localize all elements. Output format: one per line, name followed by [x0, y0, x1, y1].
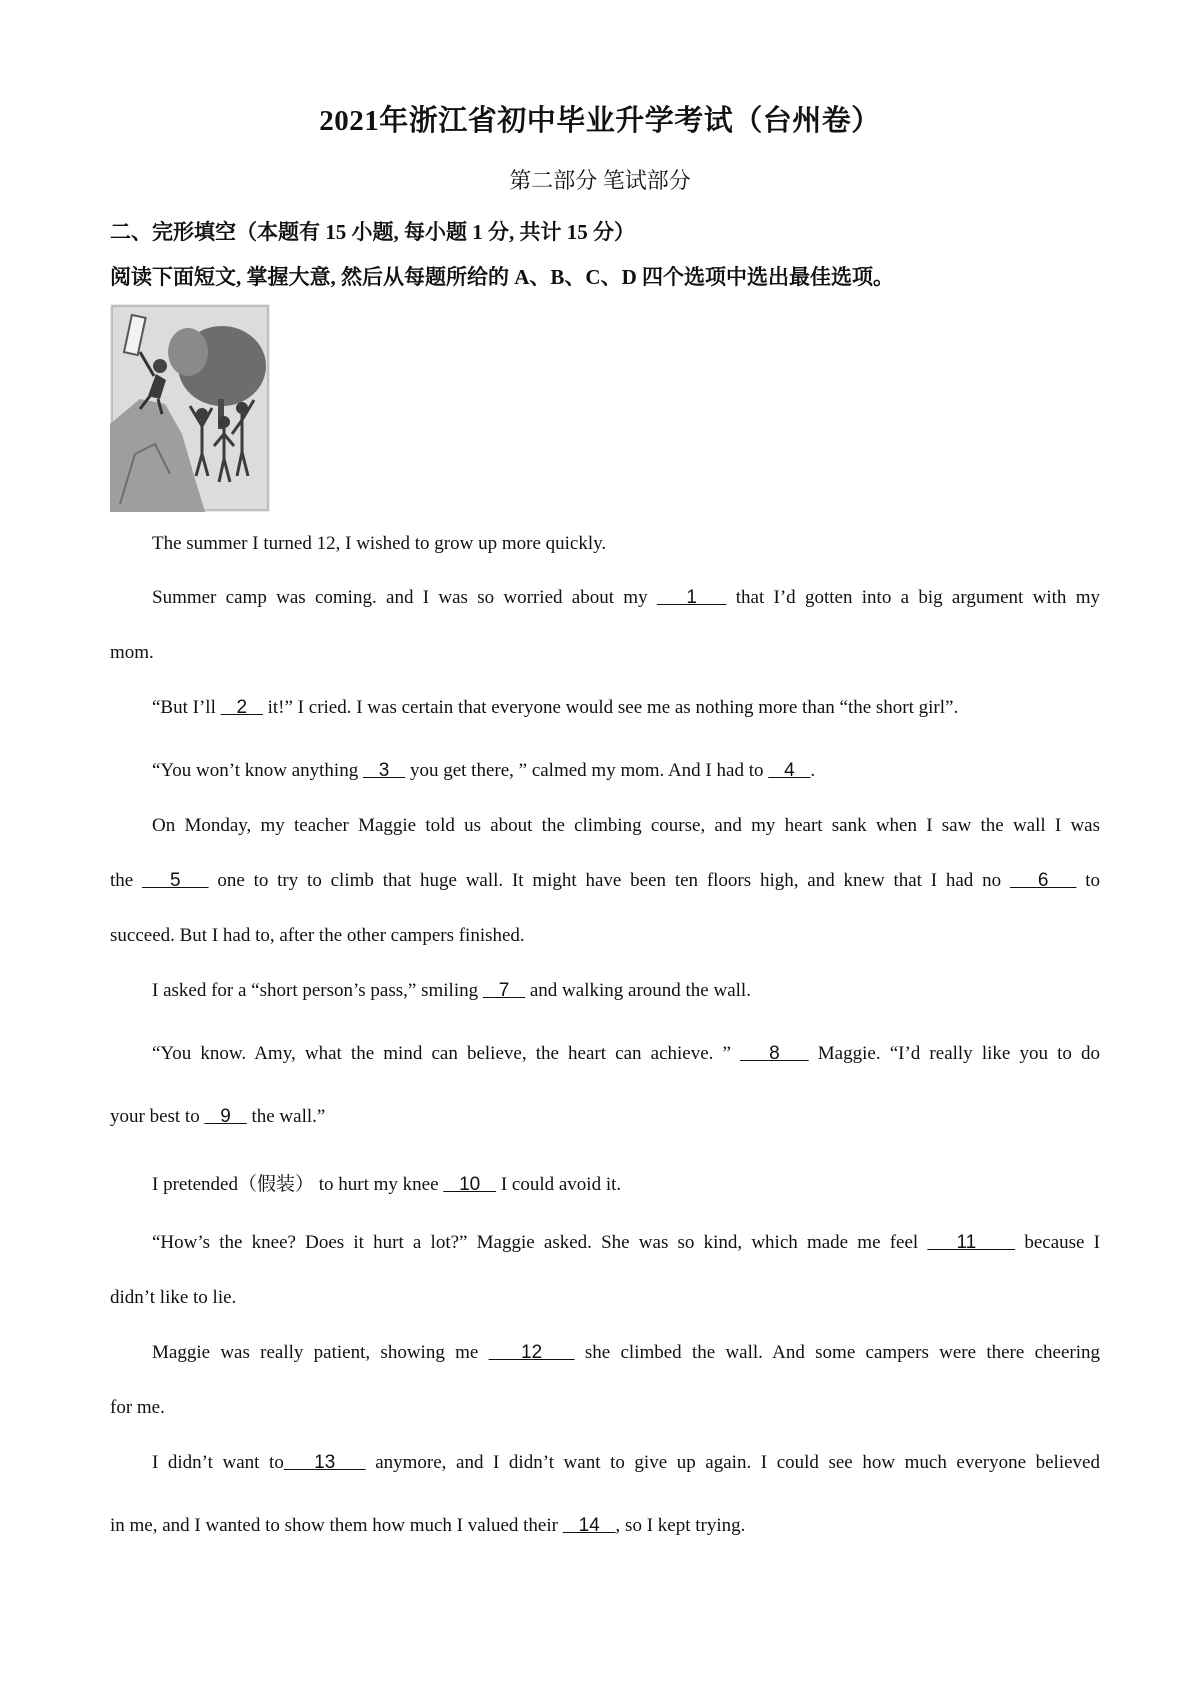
passage-line: Maggie was really patient, showing me 12 she climbed the wall. And some campers were there cheering	[152, 1342, 1100, 1363]
blank-3[interactable]: 3	[362, 760, 406, 781]
section-instruction: 阅读下面短文, 掌握大意, 然后从每题所给的 A、B、C、D 四个选项中选出最佳选项。	[110, 265, 895, 289]
blank-12[interactable]: 12	[488, 1342, 575, 1363]
passage-line: in me, and I wanted to show them how much I valued their 14 , so I kept trying.	[110, 1515, 746, 1536]
passage-line: the 5 one to try to climb that huge wall. It might have been ten floors high, and knew that I had no 6 to	[110, 870, 1101, 891]
part-subtitle: 第二部分 笔试部分	[509, 168, 691, 193]
passage-line: I pretended（假装） to hurt my knee 10 I could avoid it.	[152, 1174, 622, 1195]
blank-10[interactable]: 10	[443, 1174, 497, 1195]
blank-13[interactable]: 13	[283, 1452, 366, 1473]
passage-line: “You know. Amy, what the mind can believe, the heart can achieve. ” 8 Maggie. “I’d really like you to do	[152, 1043, 1100, 1064]
passage-line: The summer I turned 12, I wished to grow up more quickly.	[152, 533, 607, 554]
passage-line: mom.	[110, 642, 154, 663]
passage-line: didn’t like to lie.	[110, 1287, 237, 1308]
passage-line: for me.	[110, 1397, 165, 1418]
blank-8[interactable]: 8	[740, 1043, 809, 1064]
passage-line: “How’s the knee? Does it hurt a lot?” Maggie asked. She was so kind, which made me feel 11 because I	[152, 1232, 1100, 1253]
blank-2[interactable]: 2	[220, 697, 263, 718]
passage-line: On Monday, my teacher Maggie told us about the climbing course, and my heart sank when I saw the wall I was	[152, 815, 1100, 836]
blank-4[interactable]: 4	[768, 760, 811, 781]
passage-line: I didn’t want to 13 anymore, and I didn’t want to give up again. I could see how much everyone believed	[152, 1452, 1100, 1473]
blank-6[interactable]: 6	[1009, 870, 1077, 891]
passage-line: your best to 9 the wall.”	[110, 1106, 326, 1127]
blank-14[interactable]: 14	[562, 1515, 616, 1536]
blank-9[interactable]: 9	[204, 1106, 247, 1127]
passage-line: “But I’ll 2 it!” I cried. I was certain that everyone would see me as nothing more than “the short girl”.	[152, 697, 959, 718]
climbing-illustration	[110, 304, 270, 512]
section-heading: 二、完形填空（本题有 15 小题, 每小题 1 分, 共计 15 分）	[110, 220, 635, 244]
passage-line: I asked for a “short person’s pass,” smiling 7 and walking around the wall.	[152, 980, 751, 1001]
blank-1[interactable]: 1	[656, 587, 727, 608]
passage-line: succeed. But I had to, after the other campers finished.	[110, 925, 525, 946]
blank-5[interactable]: 5	[142, 870, 209, 891]
passage-line: “You won’t know anything 3 you get there, ” calmed my mom. And I had to 4 .	[152, 760, 816, 781]
passage-line: Summer camp was coming. and I was so worried about my 1 that I’d gotten into a big argument with my	[152, 587, 1100, 608]
blank-11[interactable]: 11	[927, 1232, 1016, 1253]
blank-7[interactable]: 7	[482, 980, 526, 1001]
exam-title: 2021年浙江省初中毕业升学考试（台州卷）	[319, 105, 881, 137]
